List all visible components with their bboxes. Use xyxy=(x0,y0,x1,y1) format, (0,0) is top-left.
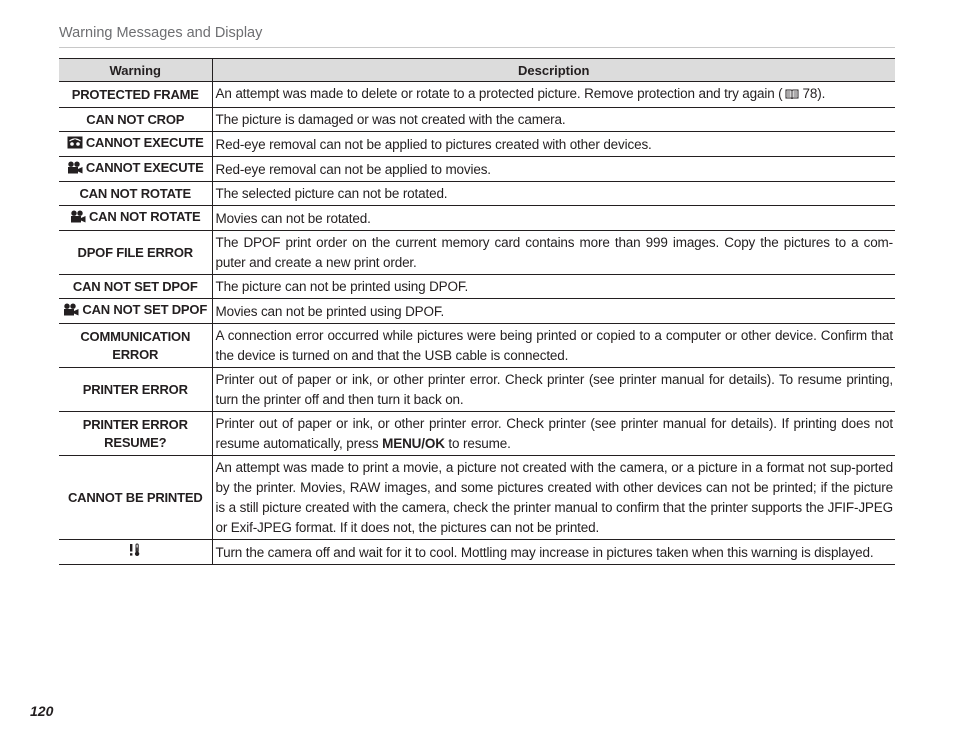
warning-cell xyxy=(59,157,212,182)
description-text: The selected picture can not be rotated. xyxy=(215,186,448,201)
warning-cell xyxy=(59,108,212,132)
book-icon xyxy=(785,86,799,106)
table-row xyxy=(59,206,895,231)
description-cell xyxy=(212,275,895,299)
description-cell xyxy=(212,324,895,368)
description-text: The picture is damaged or was not created with the camera. xyxy=(215,112,566,127)
description-cell xyxy=(212,299,895,324)
movie-icon xyxy=(67,161,83,179)
table-row xyxy=(59,182,895,206)
warning-cell xyxy=(59,182,212,206)
warning-text: CANNOT EXECUTE xyxy=(85,160,204,175)
warning-cell xyxy=(59,299,212,324)
description-text: Printer out of paper or ink, or other printer error. Check printer (see printer manual for details). To resume printing, turn the printer off and then turn it back on. xyxy=(215,372,893,407)
description-cell xyxy=(212,368,895,412)
high-temperature-warning-icon xyxy=(129,543,141,562)
description-cell xyxy=(212,412,895,456)
description-cell xyxy=(212,132,895,157)
table-row xyxy=(59,275,895,299)
table-header-row xyxy=(59,59,895,82)
warning-text: DPOF FILE ERROR xyxy=(77,244,193,260)
description-cell xyxy=(212,82,895,108)
warning-cell xyxy=(59,275,212,299)
red-eye-removal-icon xyxy=(67,136,83,154)
description-cell xyxy=(212,540,895,565)
description-text: Red-eye removal can not be applied to pictures created with other devices. xyxy=(215,136,652,152)
warning-cell xyxy=(59,231,212,275)
section-title: Warning Messages and Display xyxy=(59,25,263,41)
movie-icon xyxy=(70,210,86,228)
warning-cell xyxy=(59,540,212,565)
table-row xyxy=(59,132,895,157)
description-text: The picture can not be printed using DPOF. xyxy=(215,279,469,294)
warning-table xyxy=(59,58,895,565)
warning-text: CAN NOT SET DPOF xyxy=(72,278,198,294)
warning-cell xyxy=(59,456,212,540)
warning-text: CANNOT EXECUTE xyxy=(85,135,204,150)
description-text: An attempt was made to print a movie, a picture not created with the camera, or a picture in a format not sup-ported by the printer. Movies, RAW images, and some pictures created with other devices can not be printed; if the picture is a still picture created with the camera, check the printer manual to confirm that the printer supports the JFIF-JPEG or Exif-JPEG format. If it does not, the pictures can not be printed. xyxy=(215,460,893,535)
description-text: The DPOF print order on the current memory card contains more than 999 images. Copy the pictures to a com-puter and create a new print order. xyxy=(215,235,893,270)
warning-text: PRINTER ERROR RESUME? xyxy=(82,416,188,450)
description-text: A connection error occurred while pictures were being printed or copied to a computer or other device. Confirm that the device is turned on and that the USB cable is connected. xyxy=(215,328,893,363)
column-header-warning: Warning xyxy=(59,59,212,82)
description-cell xyxy=(212,108,895,132)
warning-text: CANNOT BE PRINTED xyxy=(67,489,203,505)
warning-cell xyxy=(59,206,212,231)
warning-text: PRINTER ERROR xyxy=(82,381,188,397)
warning-text: CAN NOT SET DPOF xyxy=(82,302,208,317)
description-cell xyxy=(212,157,895,182)
table-row xyxy=(59,412,895,456)
table-row xyxy=(59,299,895,324)
description-cell xyxy=(212,456,895,540)
warning-cell xyxy=(59,132,212,157)
page-reference[interactable]: 78 xyxy=(802,86,818,101)
description-text: Turn the camera off and wait for it to cool. Mottling may increase in pictures taken when this warning is displayed. xyxy=(215,544,874,560)
table-row xyxy=(59,108,895,132)
table-row xyxy=(59,82,895,108)
header-rule xyxy=(59,47,895,48)
warning-text: CAN NOT ROTATE xyxy=(88,209,201,224)
description-text: An attempt was made to delete or rotate to a protected picture. Remove protection and try again ( xyxy=(215,86,783,101)
table-row xyxy=(59,456,895,540)
warning-cell xyxy=(59,412,212,456)
description-cell xyxy=(212,206,895,231)
description-cell xyxy=(212,231,895,275)
table-row xyxy=(59,231,895,275)
movie-icon xyxy=(63,303,79,321)
warning-text: PROTECTED FRAME xyxy=(71,86,199,102)
warning-cell xyxy=(59,82,212,108)
description-text: Movies can not be printed using DPOF. xyxy=(215,303,445,319)
description-cell xyxy=(212,182,895,206)
menu-ok-button-label: MENU/OK xyxy=(382,436,445,451)
table-row xyxy=(59,368,895,412)
warning-text: COMMUNICATION ERROR xyxy=(80,328,191,362)
warning-text: CAN NOT ROTATE xyxy=(79,185,192,201)
warning-text: CAN NOT CROP xyxy=(86,111,185,127)
table-row xyxy=(59,324,895,368)
description-suffix: ). xyxy=(817,86,826,101)
warning-cell xyxy=(59,368,212,412)
description-suffix: to resume. xyxy=(444,436,511,451)
table-row xyxy=(59,540,895,565)
warning-cell xyxy=(59,324,212,368)
column-header-description: Description xyxy=(212,59,895,82)
page-number: 120 xyxy=(30,703,54,719)
table-row xyxy=(59,157,895,182)
description-text: Movies can not be rotated. xyxy=(215,210,371,226)
description-text: Red-eye removal can not be applied to movies. xyxy=(215,161,491,177)
description-text: Printer out of paper or ink, or other printer error. Check printer (see printer manual for details). If printing does not resume automatically, press xyxy=(215,416,893,451)
